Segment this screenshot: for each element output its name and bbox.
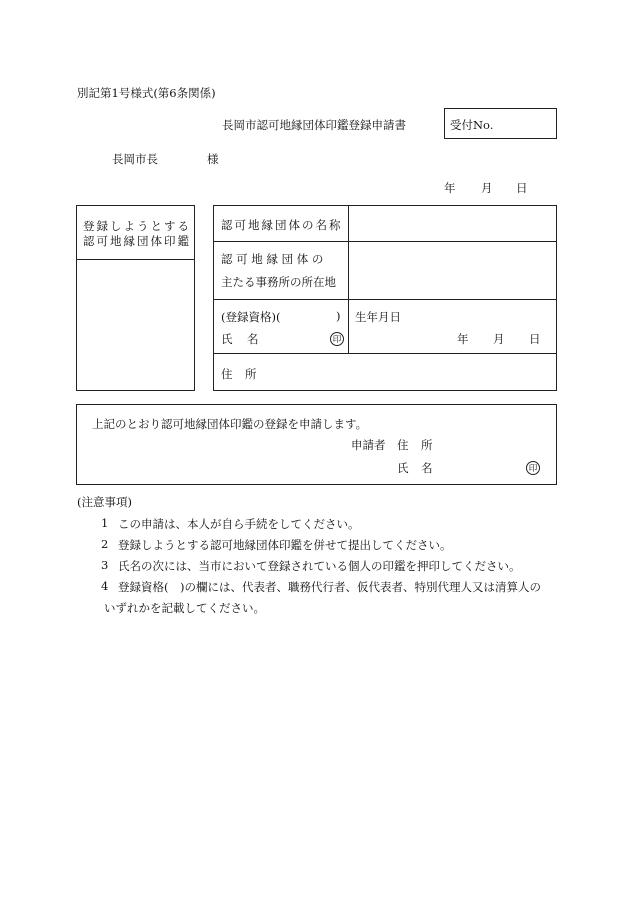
qualification-close: ) xyxy=(336,309,341,323)
name-label-2: 名 xyxy=(247,332,259,346)
applicant-name-label-1: 氏 xyxy=(397,461,409,475)
receipt-box xyxy=(444,108,557,139)
applicant-name-label-2: 名 xyxy=(421,461,433,475)
note-4-number: 4 xyxy=(101,579,109,593)
notes-heading: (注意事項) xyxy=(77,495,132,509)
application-statement: 上記のとおり認可地縁団体印鑑の登録を申請します。 xyxy=(92,417,368,431)
birth-year: 年 xyxy=(457,332,469,346)
applicant-label: 申請者 xyxy=(351,438,386,452)
receipt-label: 受付No. xyxy=(450,118,494,132)
address-label-1: 住 xyxy=(221,367,233,381)
addressee-honorific: 様 xyxy=(207,152,219,166)
page-title: 長岡市認可地縁団体印鑑登録申請書 xyxy=(222,118,406,132)
birthdate-label: 生年月日 xyxy=(355,310,401,324)
table-column-divider-top xyxy=(348,205,349,299)
applicant-address-label-1: 住 xyxy=(397,438,409,452)
address-label-2: 所 xyxy=(245,367,257,381)
date-year: 年 xyxy=(444,181,456,195)
applicant-address-label-2: 所 xyxy=(421,438,433,452)
addressee-name: 長岡市長 xyxy=(112,152,158,166)
office-label-line1: 認 可 地 縁 団 体 の xyxy=(221,252,324,266)
table-row-divider-2 xyxy=(213,299,557,300)
note-4-text: 登録資格( )の欄には、代表者、職務代行者、仮代表者、特別代理人又は清算人の xyxy=(118,580,541,594)
org-name-label: 認可地縁団体の名称 xyxy=(221,218,343,232)
table-column-divider-mid xyxy=(348,299,349,353)
applicant-seal-mark-icon: 印 xyxy=(526,461,540,475)
seal-box-divider xyxy=(76,259,195,260)
table-row-divider-1 xyxy=(213,241,557,242)
note-3-text: 氏名の次には、当市において登録されている個人の印鑑を押印してください。 xyxy=(118,559,521,573)
seal-box-label-line2: 認可地縁団体印鑑 xyxy=(83,234,191,248)
note-2-number: 2 xyxy=(101,537,109,551)
note-2-text: 登録しようとする認可地縁団体印鑑を併せて提出してください。 xyxy=(118,538,452,552)
note-1-number: 1 xyxy=(101,516,109,530)
note-4-continuation: いずれかを記載してください。 xyxy=(104,601,265,615)
birth-day: 日 xyxy=(529,332,541,346)
note-3-number: 3 xyxy=(101,558,109,572)
date-day: 日 xyxy=(516,181,528,195)
note-1-text: この申請は、本人が自ら手続をしてください。 xyxy=(118,517,360,531)
birth-month: 月 xyxy=(493,332,505,346)
name-label-1: 氏 xyxy=(221,332,233,346)
office-label-line2: 主たる事務所の所在地 xyxy=(221,275,336,289)
form-number: 別記第1号様式(第6条関係) xyxy=(77,86,216,100)
table-row-divider-3 xyxy=(213,353,557,354)
qualification-label: (登録資格)( xyxy=(221,310,281,324)
date-month: 月 xyxy=(481,181,493,195)
seal-box-label-line1: 登録しようとする xyxy=(83,219,191,233)
seal-mark-icon: 印 xyxy=(330,332,344,346)
